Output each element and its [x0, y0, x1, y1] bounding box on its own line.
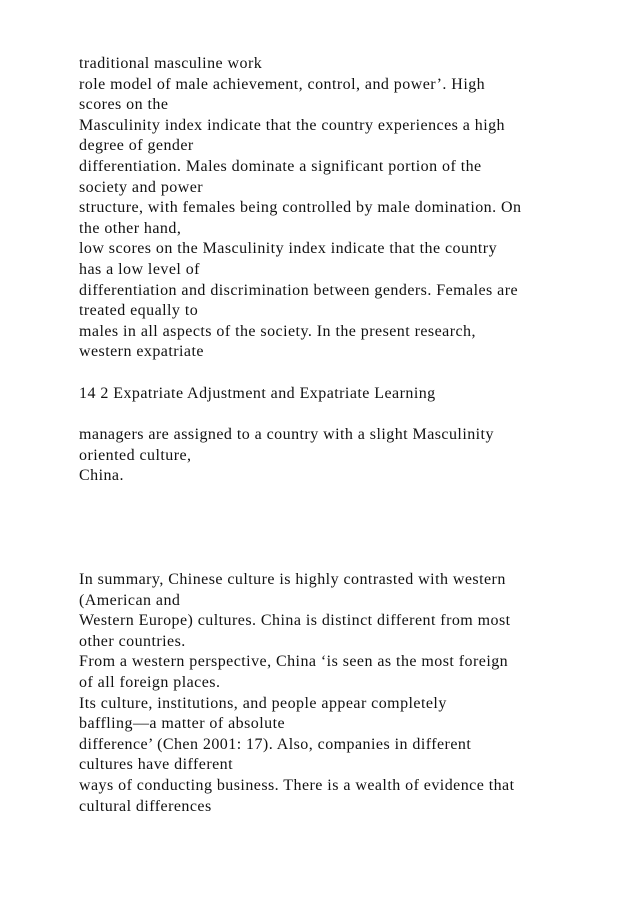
text-line: From a western perspective, China ‘is seen as the most foreign: [79, 653, 509, 671]
text-line: Western Europe) cultures. China is distinct different from most: [79, 612, 511, 630]
paragraph-continuation: [79, 425, 599, 487]
text-line: degree of gender: [79, 137, 194, 155]
text-line: difference’ (Chen 2001: 17). Also, companies in different: [79, 735, 472, 753]
text-line: Its culture, institutions, and people appear completely: [79, 694, 447, 712]
text-line: treated equally to: [79, 302, 199, 320]
text-line: managers are assigned to a country with a slight Masculinity: [79, 426, 494, 443]
text-line: structure, with females being controlled by male domination. On: [79, 199, 522, 217]
text-line: males in all aspects of the society. In the present research,: [79, 322, 476, 340]
text-line: oriented culture,: [79, 446, 192, 464]
text-line: the other hand,: [79, 219, 182, 237]
paragraph-summary: [79, 570, 599, 817]
text-line: cultural differences: [79, 797, 212, 815]
text-line: baffling—a matter of absolute: [79, 715, 286, 733]
text-line: low scores on the Masculinity index indicate that the country: [79, 240, 498, 258]
text-line: of all foreign places.: [79, 673, 221, 691]
running-header: 14 2 Expatriate Adjustment and Expatriate Learning: [79, 384, 436, 402]
text-line: scores on the: [79, 96, 169, 114]
text-line: Masculinity index indicate that the country experiences a high: [79, 116, 505, 134]
text-line: traditional masculine work: [79, 55, 263, 72]
text-line: society and power: [79, 178, 204, 196]
text-line: cultures have different: [79, 756, 233, 774]
text-line: role model of male achievement, control, and power’. High: [79, 75, 486, 93]
text-line: western expatriate: [79, 343, 204, 361]
text-line: other countries.: [79, 632, 186, 650]
text-line: (American and: [79, 591, 181, 609]
text-line: differentiation. Males dominate a significant portion of the: [79, 157, 482, 175]
text-line: ways of conducting business. There is a wealth of evidence that: [79, 776, 515, 794]
text-line: differentiation and discrimination between genders. Females are: [79, 281, 519, 299]
text-line: China.: [79, 467, 124, 485]
text-line: has a low level of: [79, 260, 200, 278]
blank-line: [79, 363, 599, 384]
paragraph-masculinity-index: [79, 54, 599, 404]
text-line: In summary, Chinese culture is highly contrasted with western: [79, 571, 506, 588]
